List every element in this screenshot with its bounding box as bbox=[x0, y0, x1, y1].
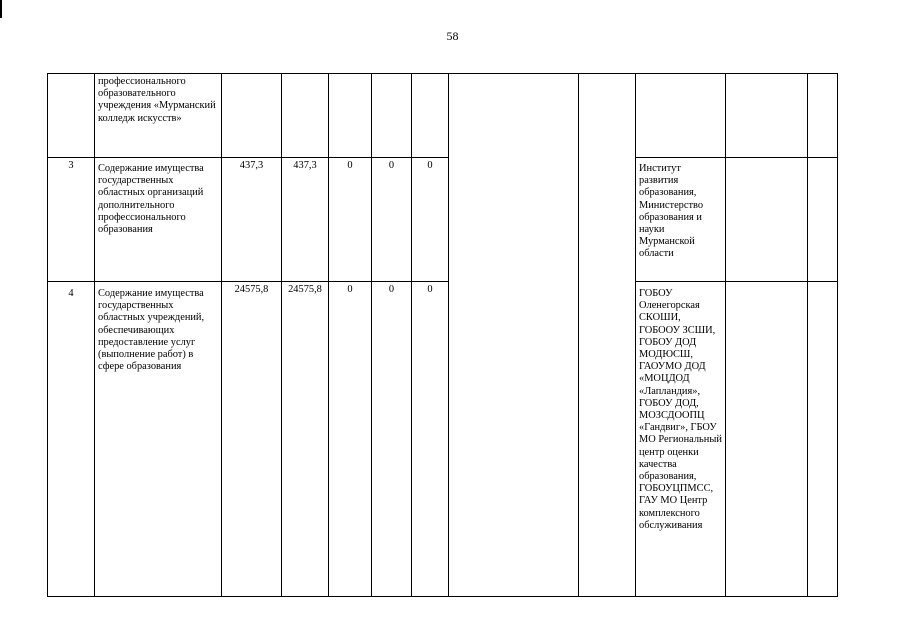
activity-description-cell: Содержание имущества государственных областных учреждений, обеспечивающих предоставление услуг (выполнение работ) в сфере образования bbox=[95, 282, 222, 597]
federal-budget-cell: 0 bbox=[329, 282, 372, 597]
federal-budget-cell: 0 bbox=[329, 158, 372, 282]
other-sources-cell bbox=[412, 74, 449, 158]
total-funding-cell bbox=[222, 74, 282, 158]
local-budget-cell bbox=[372, 74, 412, 158]
total-funding-cell: 437,3 bbox=[222, 158, 282, 282]
local-budget-cell: 0 bbox=[372, 282, 412, 597]
regional-budget-cell: 24575,8 bbox=[282, 282, 329, 597]
other-sources-cell: 0 bbox=[412, 282, 449, 597]
regional-budget-cell bbox=[282, 74, 329, 158]
scan-edge-mark bbox=[0, 0, 2, 18]
extra-cell bbox=[808, 74, 838, 158]
federal-budget-cell bbox=[329, 74, 372, 158]
regional-budget-cell: 437,3 bbox=[282, 158, 329, 282]
program-activities-table bbox=[47, 73, 838, 597]
table-row bbox=[48, 158, 838, 282]
responsible-organization-cell: Институт развития образования, Министерство образования и науки Мурманской области bbox=[636, 158, 726, 282]
extra-cell bbox=[726, 74, 808, 158]
merged-indicator-cell bbox=[449, 74, 579, 597]
extra-cell bbox=[726, 158, 808, 282]
table-row bbox=[48, 74, 838, 158]
row-number-cell bbox=[48, 74, 95, 158]
extra-cell bbox=[726, 282, 808, 597]
activity-description-cell: профессионального образовательного учреждения «Мурманский колледж искусств» bbox=[95, 74, 222, 158]
merged-value-cell bbox=[579, 74, 636, 597]
other-sources-cell: 0 bbox=[412, 158, 449, 282]
total-funding-cell: 24575,8 bbox=[222, 282, 282, 597]
row-number-cell: 3 bbox=[48, 158, 95, 282]
responsible-organization-cell bbox=[636, 74, 726, 158]
table-row bbox=[48, 282, 838, 597]
extra-cell bbox=[808, 158, 838, 282]
local-budget-cell: 0 bbox=[372, 158, 412, 282]
activity-description-cell: Содержание имущества государственных областных организаций дополнительного профессионального образования bbox=[95, 158, 222, 282]
responsible-organization-cell: ГОБОУ Оленегорская СКОШИ, ГОБООУ ЗСШИ, ГОБОУ ДОД МОДЮСШ, ГАОУМО ДОД «МОЦДОД «Лапландия», ГОБОУ ДОД, МОЗСДООПЦ «Гандвиг», ГБОУ МО Региональный центр оценки качества образования, ГОБОУЦПМСС, ГАУ МО Центр комплексного обслуживания bbox=[636, 282, 726, 597]
extra-cell bbox=[808, 282, 838, 597]
page-number: 58 bbox=[446, 29, 459, 43]
row-number-cell: 4 bbox=[48, 282, 95, 597]
